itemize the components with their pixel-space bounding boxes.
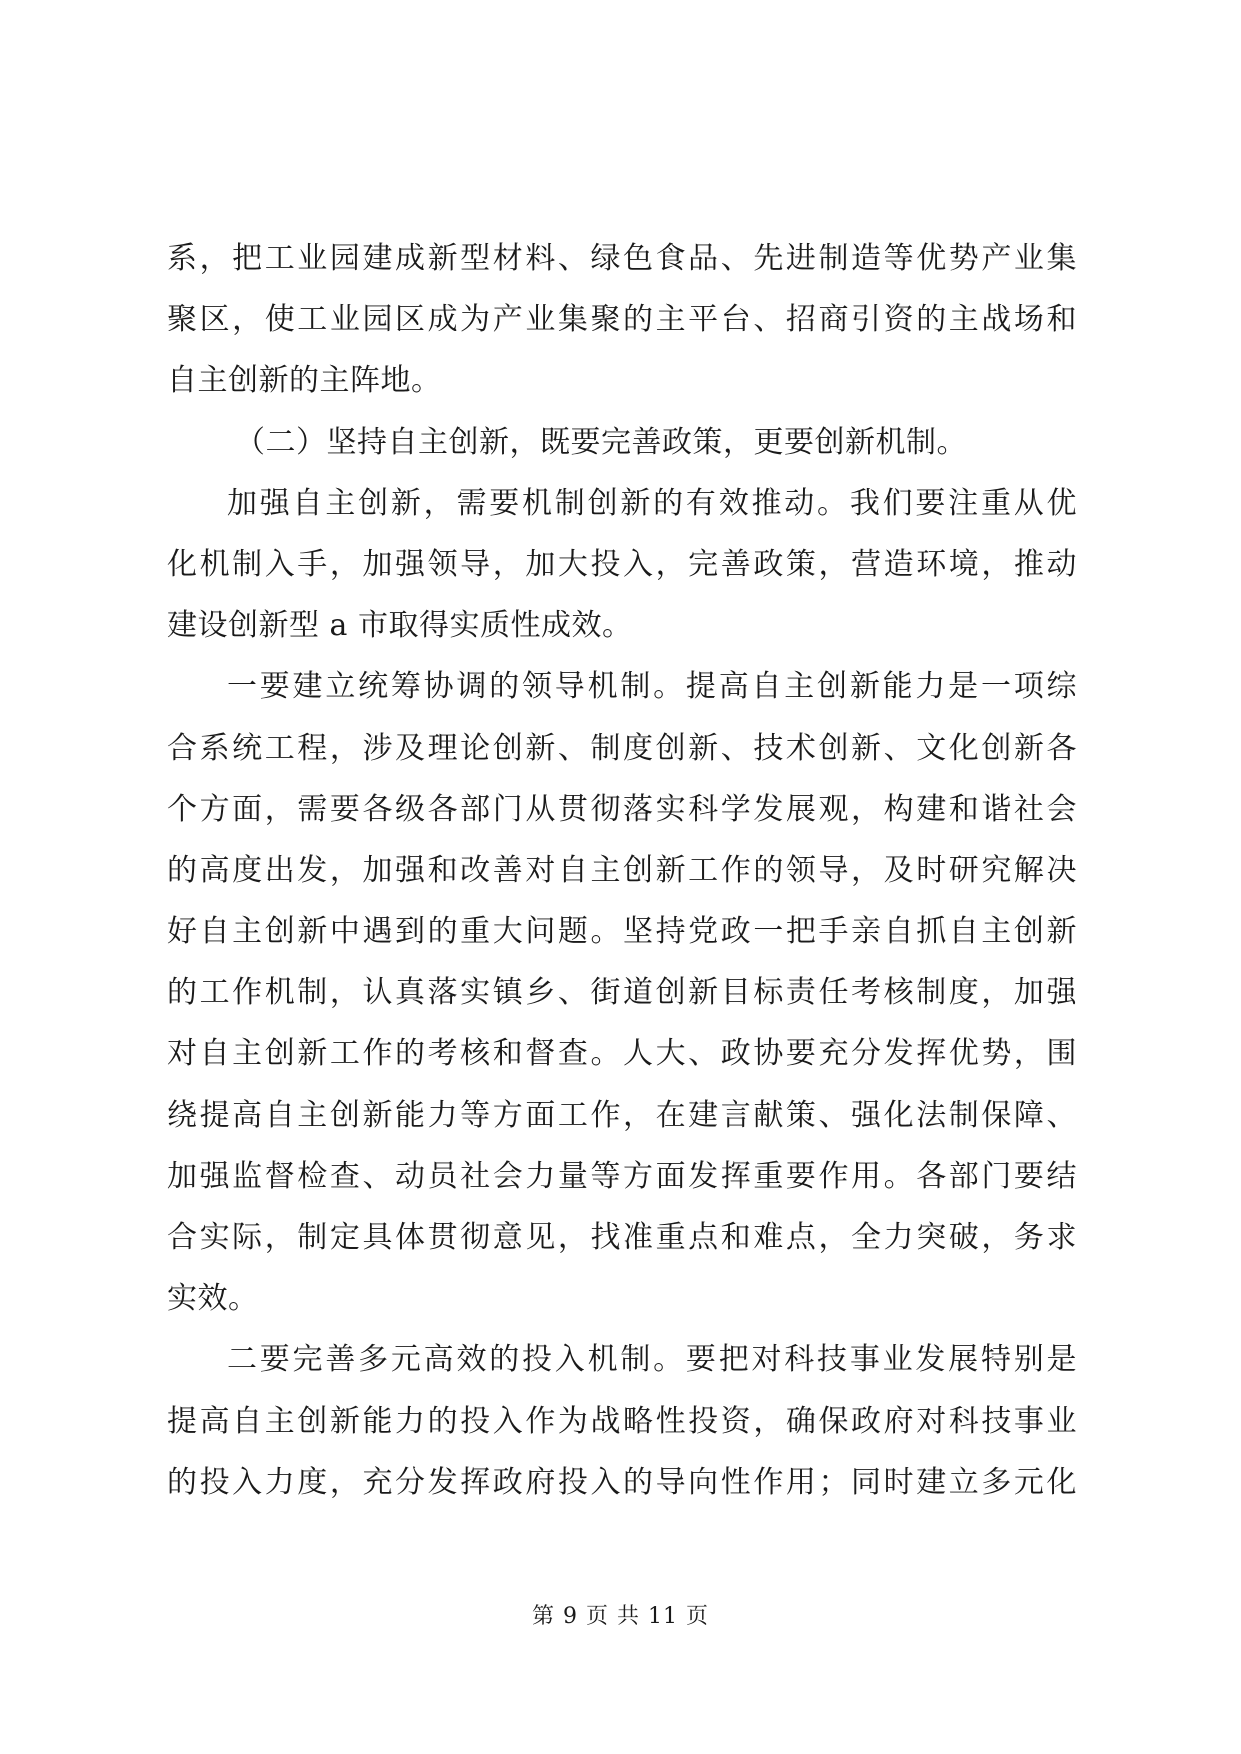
body-text <box>167 228 1077 1513</box>
text-line: 合系统工程，涉及理论创新、制度创新、技术创新、文化创新各 <box>167 730 1077 766</box>
text-line: 一要建立统筹协调的领导机制。提高自主创新能力是一项综 <box>227 669 1077 705</box>
text-line: 的投入力度，充分发挥政府投入的导向性作用；同时建立多元化 <box>167 1464 1077 1500</box>
section-heading: （二）坚持自主创新，既要完善政策，更要创新机制。 <box>235 424 967 460</box>
text-line: 化机制入手，加强领导，加大投入，完善政策，营造环境，推动 <box>167 546 1077 582</box>
text-line: 的高度出发，加强和改善对自主创新工作的领导，及时研究解决 <box>167 852 1077 888</box>
text-line: 实效。 <box>167 1281 259 1317</box>
text-line: 提高自主创新能力的投入作为战略性投资，确保政府对科技事业 <box>167 1403 1077 1439</box>
text-line: 聚区，使工业园区成为产业集聚的主平台、招商引资的主战场和 <box>167 302 1077 338</box>
text-line: 二要完善多元高效的投入机制。要把对科技事业发展特别是 <box>227 1342 1077 1378</box>
page-number-footer: 第 9 页 共 11 页 <box>532 1604 709 1629</box>
text-line: 系，把工业园建成新型材料、绿色食品、先进制造等优势产业集 <box>167 241 1077 276</box>
text-line: 加强自主创新，需要机制创新的有效推动。我们要注重从优 <box>227 485 1077 521</box>
text-line: 对自主创新工作的考核和督查。人大、政协要充分发挥优势，围 <box>167 1036 1077 1072</box>
text-line: 的工作机制，认真落实镇乡、街道创新目标责任考核制度，加强 <box>167 975 1077 1011</box>
text-line: 加强监督检查、动员社会力量等方面发挥重要作用。各部门要结 <box>167 1158 1077 1194</box>
text-line: 绕提高自主创新能力等方面工作，在建言献策、强化法制保障、 <box>167 1097 1077 1133</box>
text-line: 好自主创新中遇到的重大问题。坚持党政一把手亲自抓自主创新 <box>167 914 1077 950</box>
text-line: 自主创新的主阵地。 <box>167 363 442 399</box>
text-line: 合实际，制定具体贯彻意见，找准重点和难点，全力突破，务求 <box>167 1220 1077 1255</box>
text-line: 建设创新型 a 市取得实质性成效。 <box>167 608 633 644</box>
text-line: 个方面，需要各级各部门从贯彻落实科学发展观，构建和谐社会 <box>167 791 1077 827</box>
